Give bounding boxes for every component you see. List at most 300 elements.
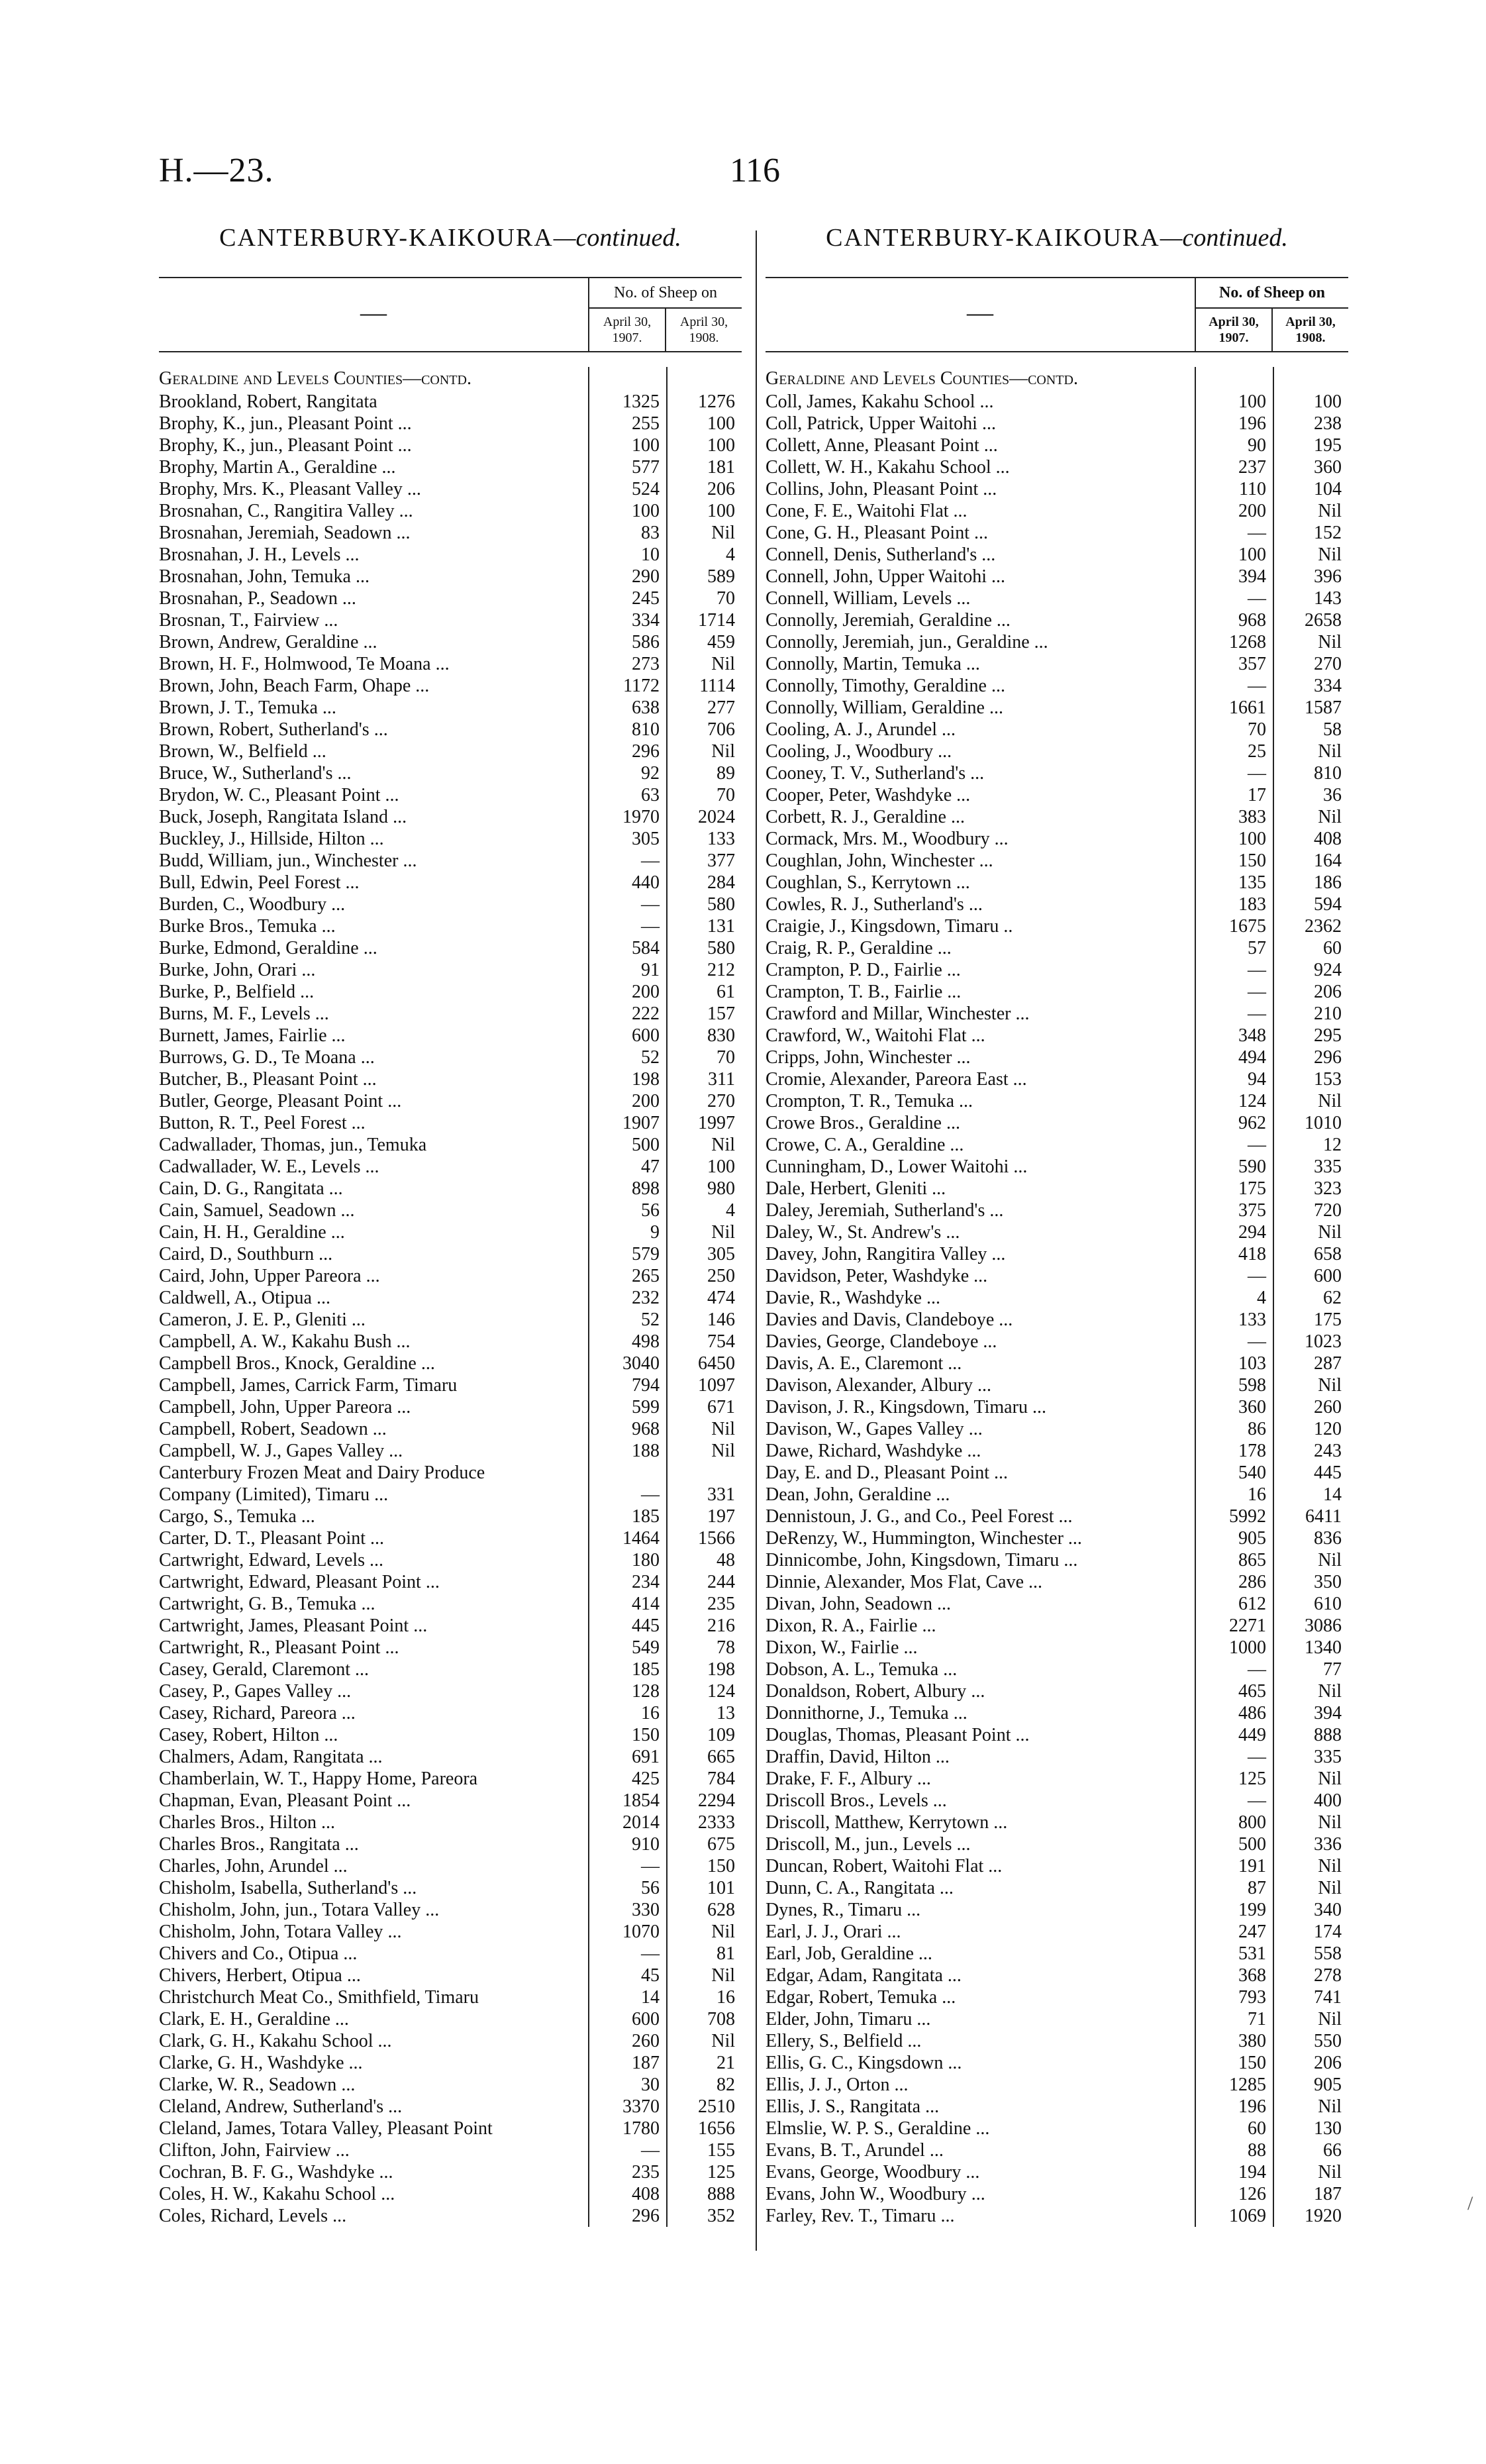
- owner-name: [159, 1833, 588, 1855]
- count-1908: Nil: [711, 741, 735, 762]
- owner-name: [766, 1790, 1195, 1812]
- table-row: [766, 784, 1348, 806]
- count-1907: 794: [632, 1375, 660, 1396]
- owner-name-text: Craigie, J., Kingsdown, Timaru: [766, 916, 999, 937]
- count-1908: 6411: [1305, 1506, 1342, 1527]
- count-1908: 665: [707, 1747, 735, 1767]
- leader-dots: ...: [956, 588, 971, 609]
- owner-name-text: Driscoll, Matthew, Kerrytown: [766, 1812, 989, 1833]
- count-1907: 237: [1238, 457, 1266, 478]
- owner-name-text: Clark, G. H., Kakahu School: [159, 2031, 373, 2051]
- owner-name: [766, 2205, 1195, 2227]
- count-1908: 331: [707, 1484, 735, 1505]
- count-1907: 83: [641, 523, 660, 543]
- count-1908: 101: [707, 1878, 735, 1898]
- leader-dots: ...: [988, 1856, 1003, 1876]
- count-1907: 865: [1238, 1550, 1266, 1570]
- owner-name-text: Collins, John, Pleasant Point: [766, 479, 979, 499]
- owner-name: [159, 959, 588, 981]
- leader-dots: ...: [948, 1353, 962, 1374]
- owner-name: [159, 937, 588, 959]
- table-row: [159, 1462, 742, 1484]
- owner-name-text: Douglas, Thomas, Pleasant Point: [766, 1725, 1011, 1745]
- leader-dots: ...: [946, 1222, 960, 1243]
- leader-dots: ...: [903, 1637, 918, 1658]
- count-1908: 13: [717, 1703, 735, 1723]
- owner-name-text: Corbett, R. J., Geraldine: [766, 807, 946, 827]
- table-row: [159, 1265, 742, 1287]
- count-1907: 2014: [622, 1812, 660, 1833]
- column-title: [766, 220, 1348, 256]
- owner-name: [159, 2052, 588, 2074]
- table-row: [159, 1965, 742, 1986]
- owner-name: [159, 741, 588, 762]
- owner-name-text: Brown, Andrew, Geraldine: [159, 632, 359, 652]
- leader-dots: ...: [397, 1790, 411, 1811]
- leader-dots: ...: [946, 1113, 960, 1133]
- leader-dots: ...: [932, 1790, 947, 1811]
- count-1908: [666, 1462, 742, 1484]
- leader-dots: ...: [956, 872, 970, 893]
- leader-dots: ...: [887, 1922, 901, 1942]
- leader-dots: ...: [942, 719, 956, 740]
- owner-name-text: Chisholm, John, Totara Valley: [159, 1922, 383, 1942]
- table-row: [159, 413, 742, 435]
- leader-dots: ...: [971, 1025, 985, 1046]
- count-1907: 185: [632, 1659, 660, 1680]
- leader-dots: ...: [333, 1856, 348, 1876]
- table-row: [159, 1877, 742, 1899]
- table-body: [159, 367, 742, 2227]
- count-1907: —: [1248, 1747, 1266, 1767]
- table-row: [159, 1768, 742, 1790]
- count-1907: 498: [632, 1331, 660, 1352]
- owner-name: [766, 850, 1195, 872]
- leader-dots: ...: [407, 479, 421, 499]
- owner-name: [159, 1877, 588, 1899]
- table-row: [159, 544, 742, 566]
- count-1908: 671: [707, 1397, 735, 1417]
- count-1907: —: [641, 1856, 660, 1876]
- count-1908: 12: [1323, 1135, 1342, 1155]
- owner-name-text: Caird, John, Upper Pareora: [159, 1266, 362, 1286]
- count-1908: 1587: [1305, 697, 1342, 718]
- count-1908: 4: [726, 1200, 735, 1221]
- leader-dots: ...: [943, 1659, 958, 1680]
- count-1908: 36: [1323, 785, 1342, 805]
- count-1908: 70: [717, 1047, 735, 1068]
- owner-name-text: Evans, George, Woodbury: [766, 2162, 962, 2182]
- owner-name-text: Connell, John, Upper Waitohi: [766, 566, 987, 587]
- owner-name: [766, 981, 1195, 1003]
- count-1907: 500: [632, 1135, 660, 1155]
- table-row: [159, 456, 742, 478]
- count-1908: 270: [707, 1091, 735, 1111]
- owner-name: [159, 1527, 588, 1549]
- owner-name: [159, 719, 588, 741]
- owner-name: [159, 1396, 588, 1418]
- count-1907: 222: [632, 1003, 660, 1024]
- owner-name-text: Connolly, Jeremiah, Geraldine: [766, 610, 992, 631]
- owner-name-text: Cain, D. G., Rangitata: [159, 1178, 324, 1199]
- count-1907: 57: [1248, 938, 1266, 958]
- count-1908: Nil: [1318, 1769, 1342, 1789]
- count-1907: 133: [1238, 1309, 1266, 1330]
- owner-name: [766, 1440, 1195, 1462]
- count-1907: —: [641, 850, 660, 871]
- count-1907: 368: [1238, 1965, 1266, 1986]
- leader-dots: ...: [971, 2184, 985, 2204]
- owner-name: [766, 2183, 1195, 2205]
- count-1907: —: [1248, 1331, 1266, 1352]
- owner-name-text: Cartwright, G. B., Temuka: [159, 1594, 357, 1614]
- count-1908: 70: [717, 785, 735, 805]
- count-1908: Nil: [1318, 1375, 1342, 1396]
- owner-name: [159, 1506, 588, 1527]
- owner-name: [766, 2074, 1195, 2096]
- leader-dots: ...: [981, 544, 996, 565]
- count-1908: 1714: [698, 610, 735, 631]
- name-column-header: —: [360, 297, 387, 327]
- count-1908: 2658: [1305, 610, 1342, 631]
- page-number: 116: [729, 152, 781, 189]
- leader-dots: ...: [397, 413, 412, 434]
- owner-name-text: Buck, Joseph, Rangitata Island: [159, 807, 389, 827]
- count-1907: 100: [1238, 544, 1266, 565]
- table-row: [159, 1243, 742, 1265]
- owner-name: [159, 1855, 588, 1877]
- count-1908: 580: [707, 894, 735, 915]
- count-1907: 440: [632, 872, 660, 893]
- name-column-header: —: [967, 297, 993, 327]
- leader-dots: ...: [956, 1834, 971, 1855]
- owner-name: [766, 1833, 1195, 1855]
- owner-name-text: Casey, Robert, Hilton: [159, 1725, 320, 1745]
- table-body: [766, 367, 1348, 2227]
- leader-dots: ...: [389, 1441, 403, 1461]
- table-row: [159, 828, 742, 850]
- count-1908: Nil: [711, 1419, 735, 1439]
- owner-name-text: Crawford and Millar, Winchester: [766, 1003, 1011, 1024]
- count-1908: 675: [707, 1834, 735, 1855]
- owner-name: [159, 609, 588, 631]
- owner-name: [766, 1637, 1195, 1659]
- leader-dots: ...: [381, 2184, 395, 2204]
- count-1907: 691: [632, 1747, 660, 1767]
- owner-name-text: Elmslie, W. P. S., Geraldine: [766, 2118, 971, 2139]
- count-1907: 92: [641, 763, 660, 784]
- table-row: [159, 1790, 742, 1812]
- owner-name: [159, 1659, 588, 1680]
- leader-dots: ...: [929, 2140, 944, 2161]
- owner-name: [159, 1309, 588, 1331]
- leader-dots: ...: [321, 916, 336, 937]
- count-1908: 206: [1314, 2053, 1342, 2073]
- table-row: [159, 2030, 742, 2052]
- count-1907: 1285: [1229, 2075, 1266, 2095]
- leader-dots: ...: [947, 982, 962, 1002]
- count-1907: 494: [1238, 1047, 1266, 1068]
- owner-name-text: Charles Bros., Hilton: [159, 1812, 317, 1833]
- owner-name: [766, 1506, 1195, 1527]
- owner-name: [766, 1025, 1195, 1047]
- owner-name: [766, 937, 1195, 959]
- count-1907: 612: [1238, 1594, 1266, 1614]
- count-1907: 16: [641, 1703, 660, 1723]
- table-row: [766, 1877, 1348, 1899]
- owner-name: [159, 1068, 588, 1090]
- count-1908: 152: [1314, 523, 1342, 543]
- leader-dots: ...: [316, 1288, 330, 1308]
- count-1908: 340: [1314, 1900, 1342, 1920]
- leader-dots: ...: [425, 1572, 440, 1592]
- leader-dots: ...: [939, 1878, 954, 1898]
- leader-dots: ...: [996, 610, 1011, 631]
- count-1908: 287: [1314, 1353, 1342, 1374]
- table-row: [766, 1746, 1348, 1768]
- owner-name-text: Campbell, James, Carrick Farm, Timaru: [159, 1375, 458, 1396]
- owner-name: [159, 2096, 588, 2118]
- count-1908: 62: [1323, 1288, 1342, 1308]
- table-row: [766, 1768, 1348, 1790]
- owner-name-text: Coll, Patrick, Upper Waitohi: [766, 413, 977, 434]
- count-1907: 638: [632, 697, 660, 718]
- count-1907: 1854: [622, 1790, 660, 1811]
- table-row: [159, 1615, 742, 1637]
- count-1907: 600: [632, 2009, 660, 2029]
- table-row: [766, 1659, 1348, 1680]
- count-1908: 4: [726, 544, 735, 565]
- leader-dots: ...: [1067, 1528, 1082, 1549]
- count-1907: 540: [1238, 1463, 1266, 1483]
- table-row: [766, 566, 1348, 588]
- owner-name: [766, 1134, 1195, 1156]
- table-row: [159, 894, 742, 915]
- table-row: [766, 1243, 1348, 1265]
- right-column: [766, 220, 1348, 2227]
- count-1908: Nil: [1318, 1856, 1342, 1876]
- owner-name: [159, 1156, 588, 1178]
- table-row: [159, 1527, 742, 1549]
- count-1907: —: [1248, 1135, 1266, 1155]
- owner-name-text: Coughlan, S., Kerrytown: [766, 872, 952, 893]
- count-1908: 296: [1314, 1047, 1342, 1068]
- table-row: [159, 1178, 742, 1200]
- leader-dots: ...: [970, 763, 985, 784]
- count-1908: 550: [1314, 2031, 1342, 2051]
- owner-name: [159, 1047, 588, 1068]
- table-row: [766, 522, 1348, 544]
- count-1908: 70: [717, 588, 735, 609]
- leader-dots: ...: [331, 894, 346, 915]
- table-row: [159, 915, 742, 937]
- owner-name: [159, 1746, 588, 1768]
- count-1907: —: [1248, 1790, 1266, 1811]
- owner-name: [159, 1221, 588, 1243]
- leader-dots: ...: [983, 435, 998, 456]
- count-1908: Nil: [711, 2031, 735, 2051]
- owner-name: [159, 1374, 588, 1396]
- owner-name-text: Burke, John, Orari: [159, 960, 297, 980]
- leader-dots: ...: [370, 829, 384, 849]
- count-1908: Nil: [711, 1135, 735, 1155]
- owner-name: [766, 1702, 1195, 1724]
- owner-name: [159, 1418, 588, 1440]
- count-1907: 549: [632, 1637, 660, 1658]
- document-code: H.—23.: [159, 152, 274, 189]
- count-1908: 109: [707, 1725, 735, 1745]
- leader-dots: ..: [1003, 916, 1013, 937]
- count-1907: 600: [632, 1025, 660, 1046]
- count-1908: 150: [707, 1856, 735, 1876]
- owner-name: [766, 1331, 1195, 1353]
- table-row: [766, 1527, 1348, 1549]
- leader-dots: ...: [370, 1550, 384, 1570]
- leader-dots: ...: [959, 1091, 973, 1111]
- leader-dots: ...: [373, 719, 388, 740]
- owner-name-text: Cleland, Andrew, Sutherland's: [159, 2096, 384, 2117]
- leader-dots: ...: [973, 1266, 988, 1286]
- table-row: [766, 1353, 1348, 1374]
- count-1908: 78: [717, 1637, 735, 1658]
- owner-name: [766, 1068, 1195, 1090]
- table-row: [159, 1200, 742, 1221]
- table-row: [766, 1003, 1348, 1025]
- owner-name-text: Ellis, J. J., Orton: [766, 2075, 890, 2095]
- leader-dots: ...: [340, 1200, 355, 1221]
- leader-dots: ...: [341, 2075, 356, 2095]
- leader-dots: ...: [989, 1200, 1004, 1221]
- count-1908: 334: [1314, 676, 1342, 696]
- owner-name: [766, 1527, 1195, 1549]
- table-row: [159, 566, 742, 588]
- owner-name-text: Brosnahan, John, Temuka: [159, 566, 351, 587]
- owner-name: [159, 697, 588, 719]
- owner-name-text: Brophy, K., jun., Pleasant Point: [159, 435, 393, 456]
- table-row: [766, 828, 1348, 850]
- header-1907: April 30, 1907.: [603, 315, 652, 345]
- count-1908: 58: [1323, 719, 1342, 740]
- count-1907: 330: [632, 1900, 660, 1920]
- owner-name: [159, 522, 588, 544]
- count-1908: 16: [717, 1987, 735, 2008]
- owner-name-text: Chalmers, Adam, Rangitata: [159, 1747, 364, 1767]
- owner-name-text: Cone, G. H., Pleasant Point: [766, 523, 969, 543]
- count-1907: —: [1248, 763, 1266, 784]
- count-1908: 295: [1314, 1025, 1342, 1046]
- owner-name: [159, 631, 588, 653]
- count-1908: 195: [1314, 435, 1342, 456]
- count-1908: 1010: [1305, 1113, 1342, 1133]
- owner-name: [159, 2008, 588, 2030]
- owner-name: [159, 1462, 588, 1484]
- owner-name: [766, 1309, 1195, 1331]
- owner-name-text: Connolly, Timothy, Geraldine: [766, 676, 987, 696]
- owner-name-text: Brosnan, T., Fairview: [159, 610, 320, 631]
- table-row: [159, 1680, 742, 1702]
- table-row: [766, 1462, 1348, 1484]
- owner-name-text: Carter, D. T., Pleasant Point: [159, 1528, 366, 1549]
- count-1908: 408: [1314, 829, 1342, 849]
- leader-dots: ...: [967, 1441, 981, 1461]
- owner-name-text: Campbell, A. W., Kakahu Bush: [159, 1331, 392, 1352]
- table-row: [766, 2008, 1348, 2030]
- leader-dots: ...: [344, 1834, 359, 1855]
- table-row: [766, 697, 1348, 719]
- leader-dots: ...: [979, 391, 994, 412]
- table-row: [766, 1374, 1348, 1396]
- owner-name-text: Cooney, T. V., Sutherland's: [766, 763, 966, 784]
- table-row: [159, 1943, 742, 1965]
- owner-name: [159, 762, 588, 784]
- leader-dots: ...: [334, 2009, 349, 2029]
- count-1907: 286: [1238, 1572, 1266, 1592]
- count-1907: 793: [1238, 1987, 1266, 2008]
- table-row: [159, 2118, 742, 2139]
- count-1907: —: [1248, 982, 1266, 1002]
- count-1907: 191: [1238, 1856, 1266, 1876]
- table-row: [159, 806, 742, 828]
- owner-name: [766, 1243, 1195, 1265]
- count-1908: Nil: [1318, 1812, 1342, 1833]
- owner-name: [159, 1986, 588, 2008]
- table-row: [766, 675, 1348, 697]
- owner-name-text: Brown, Robert, Sutherland's: [159, 719, 370, 740]
- count-1907: 500: [1238, 1834, 1266, 1855]
- owner-name-text: Donaldson, Robert, Albury: [766, 1681, 967, 1702]
- table-row: [766, 806, 1348, 828]
- owner-name: [159, 1178, 588, 1200]
- count-1907: 94: [1248, 1069, 1266, 1090]
- count-1907: 260: [632, 2031, 660, 2051]
- owner-name-text: Davidson, Peter, Washdyke: [766, 1266, 969, 1286]
- owner-name: [766, 784, 1195, 806]
- owner-name-text: Edgar, Robert, Temuka: [766, 1987, 938, 2008]
- count-1907: 178: [1238, 1441, 1266, 1461]
- leader-dots: ...: [355, 566, 370, 587]
- table-row: [766, 478, 1348, 500]
- count-1907: 56: [641, 1200, 660, 1221]
- table-row: [766, 435, 1348, 456]
- owner-name-text: Day, E. and D., Pleasant Point: [766, 1463, 990, 1483]
- count-1908: 924: [1314, 960, 1342, 980]
- count-1908: 100: [707, 1156, 735, 1177]
- table-header: [159, 277, 742, 352]
- owner-name-text: Cochran, B. F. G., Washdyke: [159, 2162, 375, 2182]
- sheep-group-header: No. of Sheep on: [1196, 278, 1348, 309]
- count-1907: 124: [1238, 1091, 1266, 1111]
- table-row: [766, 1221, 1348, 1243]
- leader-dots: ...: [1028, 1572, 1043, 1592]
- count-1907: 1268: [1229, 632, 1266, 652]
- owner-name: [766, 1003, 1195, 1025]
- leader-dots: ...: [396, 523, 411, 543]
- owner-name-text: Burrows, G. D., Te Moana: [159, 1047, 356, 1068]
- count-1907: 3040: [622, 1353, 660, 1374]
- leader-dots: ...: [341, 1703, 356, 1723]
- owner-name: [766, 1855, 1195, 1877]
- table-row: [159, 675, 742, 697]
- owner-name-text: Budd, William, jun., Winchester: [159, 850, 399, 871]
- owner-name-text: Company (Limited), Timaru: [159, 1484, 370, 1505]
- leader-dots: ...: [991, 676, 1005, 696]
- count-1908: 100: [707, 435, 735, 456]
- owner-name-text: Cone, F. E., Waitohi Flat: [766, 501, 949, 521]
- table-row: [766, 1484, 1348, 1506]
- owner-name: [159, 915, 588, 937]
- owner-name-text: Burden, C., Woodbury: [159, 894, 327, 915]
- table-row: [159, 1003, 742, 1025]
